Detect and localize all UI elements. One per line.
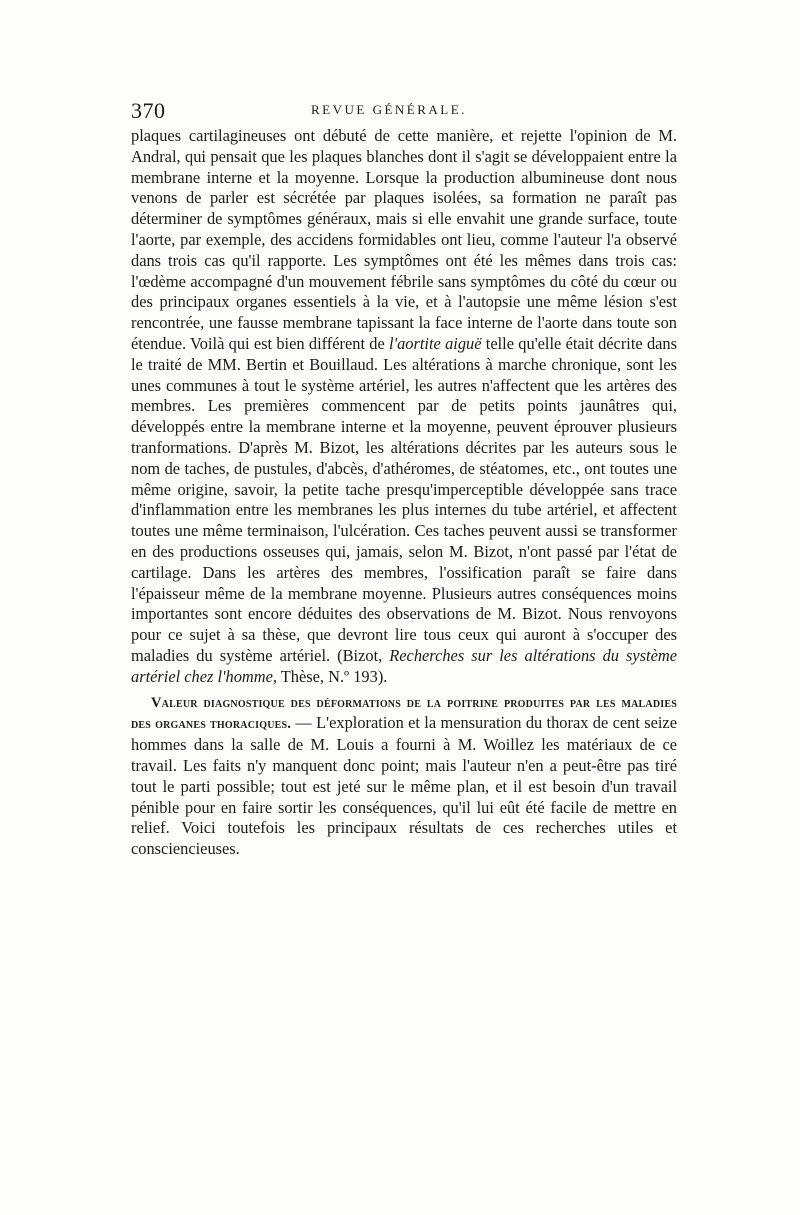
italic-citation-title: Recherches sur les altérations du système artériel chez l'homme bbox=[131, 645, 677, 686]
italic-term: l'aortite aiguë bbox=[389, 333, 482, 353]
section-heading: Valeur diagnostique des déformations de la poitrine produites par les maladies des organes thoraciques. bbox=[131, 694, 677, 733]
section-dash: — bbox=[291, 713, 317, 733]
body-text bbox=[131, 126, 677, 860]
running-head bbox=[131, 96, 677, 126]
paragraph-text-part: , Thèse, N.º 193). bbox=[272, 666, 388, 686]
page-number: 370 bbox=[131, 98, 166, 123]
running-title: REVUE GÉNÉRALE. bbox=[311, 102, 467, 117]
section-text: L'exploration et la mensuration du thorax de cent seize hommes dans la salle de M. Louis a fourni à M. Woillez les matériaux de ce travail. Les faits n'y manquent donc point; mais l'auteur n'en a peut-être pas tiré tout le parti possible; tout est jeté sur le même plan, et il est besoin d'un travail pénible pour en faire sortir les conséquences, qu'il lui eût été facile de mettre en relief. Voici toutefois les principaux résultats de ces recherches utiles et consciencieuses. bbox=[131, 713, 677, 859]
paragraph-aortic-lesions bbox=[131, 126, 677, 688]
paragraph-thorax-section bbox=[131, 692, 677, 860]
paragraph-text-part: telle qu'elle était décrite dans le traité de MM. Bertin et Bouillaud. Les altérations à marche chronique, sont les unes communes à tout le système artériel, les autres n'affectent que les artères des membres. Les premières commencent par de petits points jaunâtres qui, développés entre la membrane interne et la moyenne, peuvent éprouver plusieurs tranformations. D'après M. Bizot, les altérations décrites par les auteurs sous le nom de taches, de pustules, d'abcès, d'athéromes, de stéatomes, etc., ont toutes une même origine, savoir, la petite tache presqu'imperceptible développée sans trace d'inflammation entre les membranes les plus internes du tube artériel, et affectent toutes une même terminaison, l'ulcération. Ces taches peuvent aussi se transformer en des productions osseuses qui, jamais, selon M. Bizot, n'ont passé par l'état de cartilage. Dans les artères des membres, l'ossification paraît se faire dans l'épaisseur même de la membrane moyenne. Plusieurs autres conséquences moins importantes sont encore déduites des observations de M. Bizot. Nous renvoyons pour ce sujet à sa thèse, que devront lire tous ceux qui auront à s'occuper des maladies du système artériel. (Bizot, bbox=[131, 333, 678, 665]
paragraph-text-part: plaques cartilagineuses ont débuté de cette manière, et rejette l'opinion de M. Andral, qui pensait que les plaques blanches dont il s'agit se développaient entre la membrane interne et la moyenne. Lorsque la production albumineuse dont nous venons de parler est sécrétée par plaques isolées, sa formation ne paraît pas déterminer de symptômes généraux, mais si elle envahit une grande surface, toute l'aorte, par exemple, des accidens formidables ont lieu, comme l'auteur l'a observé dans trois cas qu'il rapporte. Les symptômes ont été les mêmes dans trois cas: l'œdème accompagné d'un mouvement fébrile sans symptômes du côté du cœur ou des principaux organes essentiels à la vie, et à l'autopsie une même lésion s'est rencontrée, une fausse membrane tapissant la face interne de l'aorte dans toute son étendue. Voilà qui est bien différent de bbox=[131, 126, 677, 353]
